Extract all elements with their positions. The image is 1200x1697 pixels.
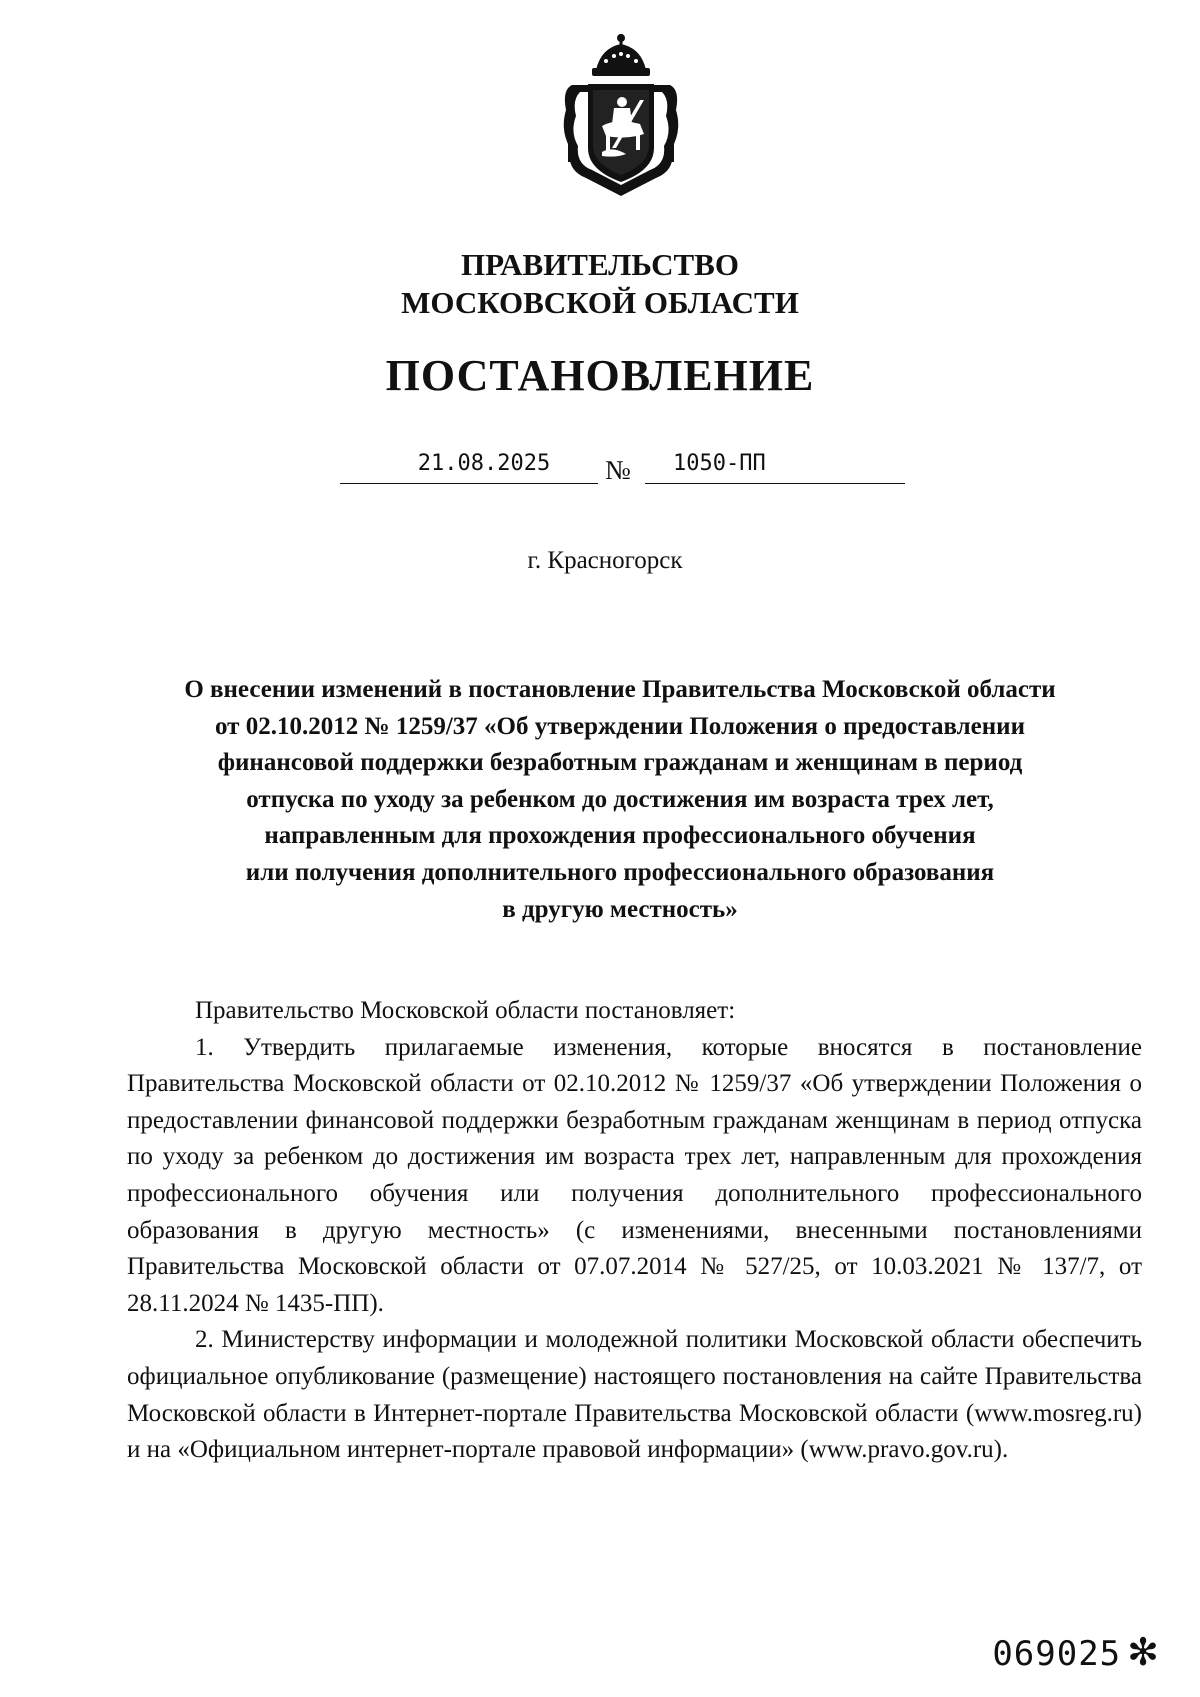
serial-code: 069025 [992,1634,1122,1674]
document-serial [992,1632,1160,1674]
subject-line: направленным для прохождения профессионального обучения [264,822,976,850]
subject-line: или получения дополнительного профессионального образования [245,858,995,886]
subject-line: от 02.10.2012 № 1259/37 «Об утверждении Положения о предоставлении [215,712,1025,740]
subject-line: отпуска по уходу за ребенком до достижения им возраста трех лет, [246,785,994,813]
asterisk-mark-icon: ✻ [1127,1630,1160,1674]
organization-name-line1: ПРАВИТЕЛЬСТВО [461,247,739,282]
document-body [127,993,1142,1469]
coat-of-arms-icon [556,30,686,200]
document-number: 1050-ПП [645,448,905,484]
body-item-2: 2. Министерству информации и молодежной политики Московской области обеспечить официальное опубликование (размещение) настоящего постановления на сайте Правительства Московской области в Интернет-портале Правительства Московской области (www.mosreg.ru) и на «Официальном интернет-портале правовой информации» (www.pravo.gov.ru). [127,1326,1142,1464]
document-type-title: ПОСТАНОВЛЕНИЕ [385,351,815,400]
city-name: г. Красногорск [527,547,683,574]
body-intro: Правительство Московской области постановляет: [195,997,736,1024]
subject-line: в другую местность» [502,895,738,923]
subject-line: финансовой поддержки безработным гражданам и женщинам в период [217,749,1023,777]
number-sign: № [605,455,631,485]
subject-line: О внесении изменений в постановление Правительства Московской области [184,676,1056,703]
document-date: 21.08.2025 [340,448,598,484]
date-number-line [340,448,905,488]
body-item-1: 1. Утвердить прилагаемые изменения, которые вносятся в постановление Правительства Московской области от 02.10.2012 № 1259/37 «Об утверждении Положения о предоставлении финансовой поддержки безработным гражданам женщинам в период отпуска по уходу за ребенком до достижения им возраста трех лет, направленным для прохождения профессионального обучения или получения дополнительного профессионального образования в другую местность» (с изменениями, внесенными постановлениями Правительства Московской области от 07.07.2014 № 527/25, от 10.03.2021 № 137/7, от 28.11.2024 № 1435-ПП). [127,1033,1142,1317]
document-subject [100,672,1140,928]
organization-name-line2: МОСКОВСКОЙ ОБЛАСТИ [401,285,799,320]
